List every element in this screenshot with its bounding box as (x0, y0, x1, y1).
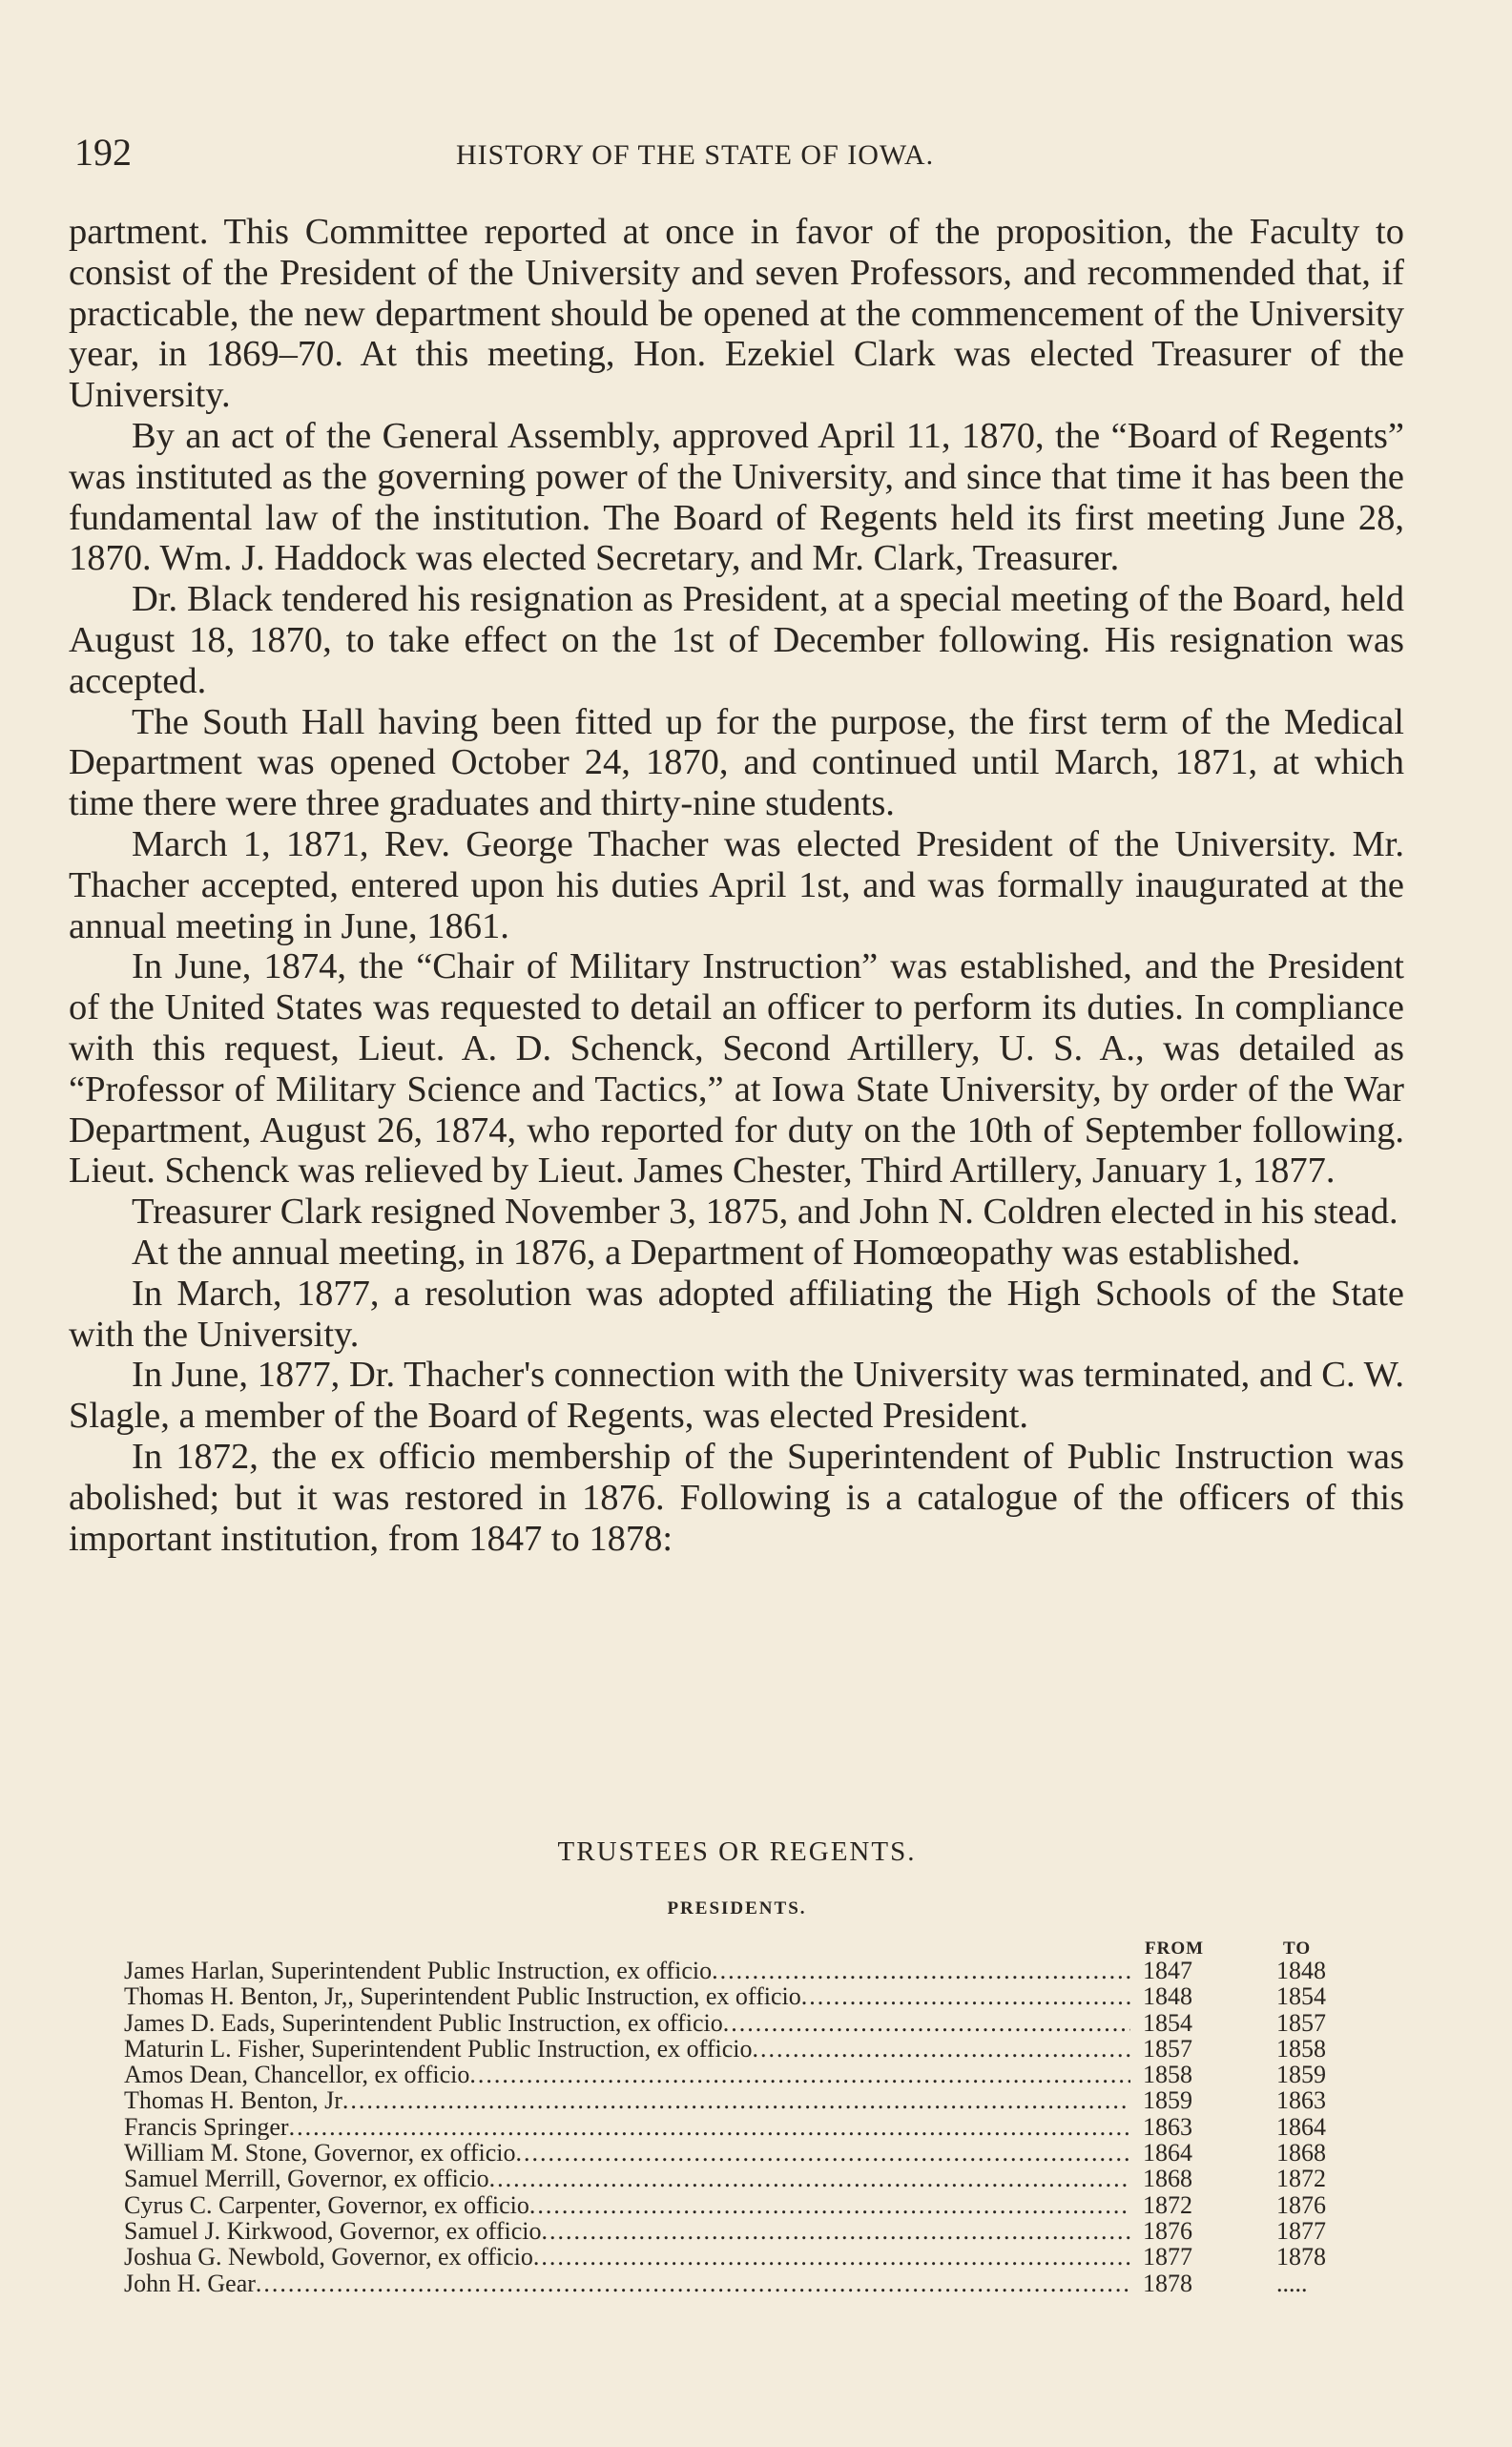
year-to: 1863 (1276, 2086, 1326, 2115)
president-name: Joshua G. Newbold, Governor, ex officio ..... (124, 2244, 1130, 2270)
president-name: Samuel Merrill, Governor, ex officio ..... (124, 2166, 1130, 2191)
table-row (124, 2140, 1345, 2166)
year-to: 1857 (1276, 2008, 1326, 2037)
year-to: 1864 (1276, 2112, 1326, 2141)
paragraph: Treasurer Clark resigned November 3, 1875, and John N. Coldren elected in his stead. (132, 1192, 1398, 1233)
year-to: 1868 (1276, 2139, 1326, 2167)
paragraph: partment. This Committee reported at once in favor of the proposition, the Faculty to consist of the President of the University and seven Professors, and recommended that, if practicable, the new department should be opened at the commencement of the University year, in 1869–70. At this meeting, Hon. Ezekiel Clark was elected Treasurer of the University. (69, 212, 1404, 416)
year-to: 1872 (1276, 2165, 1326, 2193)
year-to: 1877 (1276, 2216, 1326, 2245)
column-header-to: TO (1283, 1939, 1312, 1959)
paragraph: In March, 1877, a resolution was adopted affiliating the High Schools of the State with the University. (69, 1273, 1404, 1355)
president-name: John H. Gear ..... (124, 2271, 1130, 2296)
table-row (124, 1958, 1345, 1983)
year-to: 1876 (1276, 2190, 1326, 2219)
year-from: 1864 (1143, 2139, 1192, 2167)
paragraph: By an act of the General Assembly, approved April 11, 1870, the “Board of Regents” was instituted as the governing power of the University, and since that time it has been the fundamental law of the institution. The Board of Regents held its first meeting June 28, 1870. Wm. J. Haddock was elected Secretary, and Mr. Clark, Treasurer. (69, 415, 1404, 579)
president-name: James Harlan, Superintendent Public Instruction, ex officio ..... (124, 1958, 1130, 1983)
year-from: 1872 (1143, 2190, 1192, 2219)
president-name: Francis Springer ..... (124, 2114, 1130, 2140)
president-name: Samuel J. Kirkwood, Governor, ex officio ..... (124, 2218, 1130, 2244)
table-row (124, 2244, 1345, 2270)
year-to: 1859 (1276, 2061, 1326, 2089)
president-name: Amos Dean, Chancellor, ex officio ..... (124, 2062, 1130, 2087)
table-row (124, 2010, 1345, 2036)
table-row (124, 1983, 1345, 2009)
year-from: 1848 (1143, 1982, 1192, 2011)
year-from: 1847 (1143, 1957, 1192, 1984)
year-from: 1859 (1143, 2086, 1192, 2115)
table-row (124, 2271, 1345, 2296)
year-from: 1878 (1143, 2269, 1192, 2297)
year-from: 1858 (1143, 2061, 1192, 2089)
paragraph: March 1, 1871, Rev. George Thacher was elected President of the University. Mr. Thacher accepted, entered upon his duties April 1st, and was formally inaugurated at the annual meeting in June, 1861. (69, 823, 1404, 946)
year-from: 1863 (1143, 2112, 1192, 2141)
body-text (69, 212, 1404, 1559)
section-title: TRUSTEES OR REGENTS. (557, 1836, 917, 1867)
year-from: 1877 (1143, 2243, 1192, 2271)
president-name: Thomas H. Benton, Jr ..... (124, 2087, 1130, 2113)
year-to: 1858 (1276, 2034, 1326, 2063)
table-row (124, 2114, 1345, 2140)
table-row (124, 2218, 1345, 2244)
table-row (124, 2036, 1345, 2062)
year-to: 1878 (1276, 2243, 1326, 2271)
year-from: 1857 (1143, 2034, 1192, 2063)
table-row (124, 2192, 1345, 2218)
table-row (124, 2062, 1345, 2087)
paragraph: In 1872, the ex officio membership of the Superintendent of Public Instruction was abolished; but it was restored in 1876. Following is a catalogue of the officers of this important institution, from 1847 to 1878: (69, 1436, 1404, 1559)
year-from: 1876 (1143, 2216, 1192, 2245)
paragraph: Dr. Black tendered his resignation as President, at a special meeting of the Board, held August 18, 1870, to take effect on the 1st of December following. His resignation was accepted. (69, 579, 1404, 701)
paragraph: In June, 1877, Dr. Thacher's connection with the University was terminated, and C. W. Slagle, a member of the Board of Regents, was elected President. (69, 1355, 1404, 1437)
year-from: 1868 (1143, 2165, 1192, 2193)
president-name: Cyrus C. Carpenter, Governor, ex officio ..... (124, 2192, 1130, 2218)
column-header-from: FROM (1145, 1939, 1205, 1959)
president-name: William M. Stone, Governor, ex officio ..... (124, 2140, 1130, 2166)
year-to: 1854 (1276, 1982, 1326, 2011)
paragraph: The South Hall having been fitted up for the purpose, the first term of the Medical Department was opened October 24, 1870, and continued until March, 1871, at which time there were three graduates and thirty-nine students. (69, 701, 1404, 824)
running-title: HISTORY OF THE STATE OF IOWA. (456, 139, 935, 171)
year-from: 1854 (1143, 2008, 1192, 2037)
table-row (124, 2166, 1345, 2191)
presidents-subtitle: PRESIDENTS. (667, 1898, 807, 1918)
presidents-table (124, 1958, 1345, 2296)
president-name: Maturin L. Fisher, Superintendent Public Instruction, ex officio ..... (124, 2036, 1130, 2062)
paragraph: At the annual meeting, in 1876, a Department of Homœopathy was established. (132, 1232, 1301, 1273)
president-name: Thomas H. Benton, Jr,, Superintendent Public Instruction, ex officio ..... (124, 1983, 1130, 2009)
table-row (124, 2087, 1345, 2113)
paragraph: In June, 1874, the “Chair of Military Instruction” was established, and the President of the United States was requested to detail an officer to perform its duties. In compliance with this request, Lieut. A. D. Schenck, Second Artillery, U. S. A., was detailed as “Professor of Military Science and Tactics,” at Iowa State University, by order of the War Department, August 26, 1874, who reported for duty on the 10th of September following. Lieut. Schenck was relieved by Lieut. James Chester, Third Artillery, January 1, 1877. (69, 946, 1404, 1192)
year-to: 1848 (1276, 1957, 1326, 1984)
president-name: James D. Eads, Superintendent Public Instruction, ex officio ..... (124, 2010, 1130, 2036)
year-to: ..... (1276, 2269, 1308, 2297)
page-number: 192 (74, 131, 132, 174)
page-header (74, 130, 1410, 177)
